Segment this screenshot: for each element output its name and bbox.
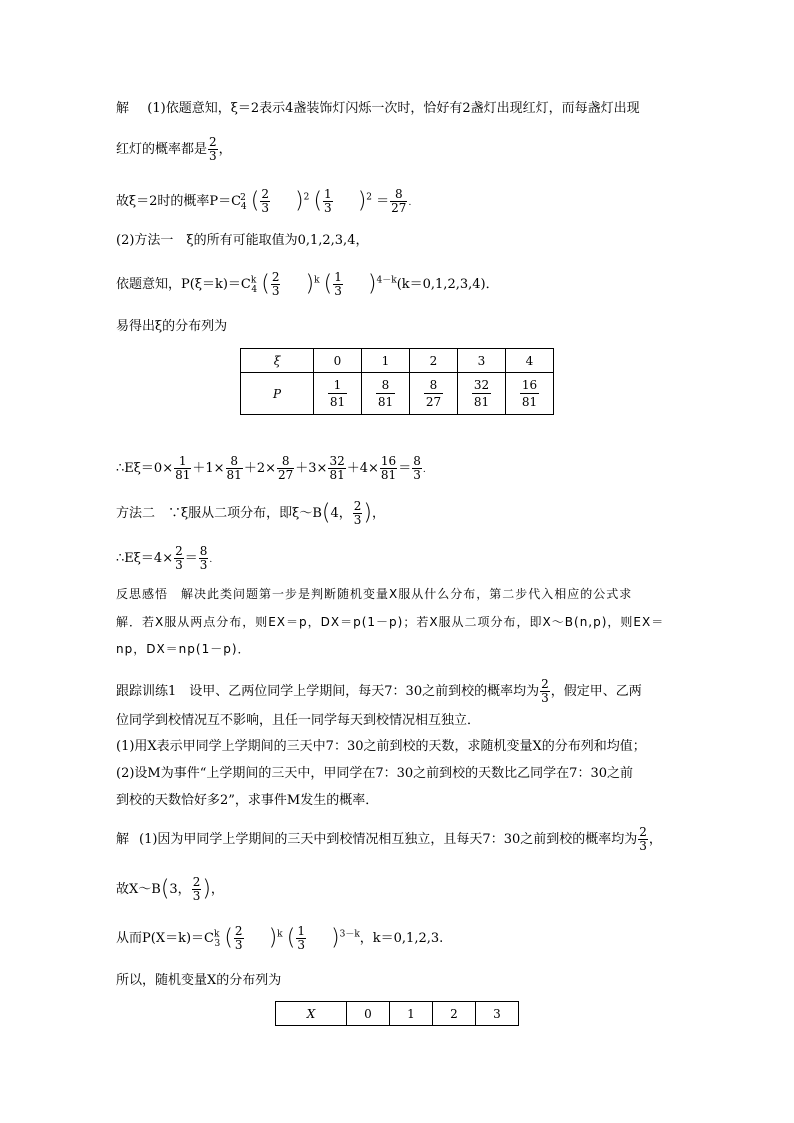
exponent: k [314,275,320,286]
table-cell: $\frac{16}{81}$ [506,373,554,415]
exercise-text: ，假定甲、乙两 [550,684,642,699]
binomial-param: 3， [169,882,191,897]
question-2-line-2: 到校的天数恰好多2”，求事件M发生的概率． [116,793,379,808]
table-header-cell: X [276,1002,347,1026]
paren-close: ) [268,925,278,951]
exponent: 2 [366,192,373,203]
reflection-note-line-2: 解．若X服从两点分布，则EX＝p，DX＝p(1－p)；若X服从二项分布，即X～B(n,p)，则EX＝ [116,615,665,629]
method-one-line [116,232,368,250]
paren-open: ( [261,271,270,297]
punct: ， [218,142,232,157]
fraction: $\frac{2}{3}$ [261,187,269,215]
fraction: $\frac{1}{3}$ [324,187,332,215]
fraction: $\frac{2}{3}$ [353,499,362,527]
combination-sup: 2 [240,192,246,203]
exercise-line-1 [116,678,642,705]
fraction: $\frac{2}{3}$ [175,544,183,572]
paren-open: ( [313,188,323,214]
term: ＋4× [346,461,379,476]
paren-close: ) [367,271,377,297]
table-header-cell: 2 [410,349,458,373]
table-header-cell: 3 [476,1002,519,1026]
distribution-intro [116,318,227,336]
combination-sup: k [250,275,257,286]
distribution-table-xi [240,348,554,415]
paren-close: ) [202,876,211,902]
reflection-note-line-1: 反思感悟 解决此类问题第一步是判断随机变量X服从什么分布，第二步代入相应的公式求 [116,587,633,601]
paren-close: ) [331,925,340,951]
formula-tail: ，k＝0,1,2,3. [359,931,444,946]
formula-text: 故ξ＝2时的概率P＝C [116,194,242,209]
combination-sup: k [213,929,220,940]
fraction: $\frac{2}{3}$ [541,677,549,705]
table-cell: $\frac{1}{81}$ [314,373,362,415]
solution2-line-2 [116,876,224,903]
table-header-cell: 2 [433,1002,476,1026]
fraction: $\frac{8}{27}$ [391,187,407,215]
paren-close: ) [305,271,315,297]
table-row [241,373,554,415]
table-header-cell: 1 [362,349,410,373]
formula-line-general [116,271,499,299]
expectation-line-2 [116,545,212,572]
formula-text: 从而P(X＝k)＝C [116,931,214,946]
term: ＋1× [192,461,225,476]
punct: . [408,198,412,208]
fraction: $\frac{8}{3}$ [199,544,208,572]
expectation-line [116,455,426,482]
table-header-cell: 0 [314,349,362,373]
solution-text: (1)因为甲同学上学期间的三天中到校情况相互独立，且每天7：30之前到校的概率均为 [139,832,638,847]
paren-open: ( [321,500,331,526]
punct: . [422,465,426,475]
reflection-note-line-3: np，DX＝np(1－p)． [116,642,251,656]
punct: ， [371,506,385,521]
table-row [276,1002,519,1026]
expectation-text: ∴Eξ＝0× [116,461,174,476]
term: ＋2× [243,461,276,476]
binomial-param: 4， [330,506,352,521]
solution-text: (1)依题意知，ξ＝2表示4盏装饰灯闪烁一次时，恰好有2盏灯出现红灯，而每盏灯出现 [147,101,640,116]
question-1: (1)用X表示甲同学上学期间的三天中7：30之前到校的天数，求随机变量X的分布列和均值； [116,739,646,754]
table-cell: $\frac{8}{27}$ [410,373,458,415]
table-cell: $\frac{32}{81}$ [458,373,506,415]
punct: ， [210,882,224,897]
expectation-text: ∴Eξ＝4× [116,551,174,566]
solution2-line-1 [116,826,662,853]
paren-close: ) [294,188,304,214]
solution2-line-4: 所以，随机变量X的分布列为 [116,973,282,988]
distribution-table-x [275,1001,519,1026]
table-header-cell: 4 [506,349,554,373]
table-header-cell: 3 [458,349,506,373]
formula-text: 依题意知，P(ξ＝k)＝C [116,277,251,292]
combination-sub: 4 [240,201,247,212]
table-header-cell: ξ [241,349,314,373]
method-two-line [116,500,385,527]
exercise-line-2: 位同学到校情况互不影响，且任一同学每天到校情况相互独立． [116,713,481,728]
paren-close: ) [363,500,372,526]
formula-tail: (k＝0,1,2,3,4)． [396,277,499,292]
table-header-cell: 1 [390,1002,433,1026]
fraction: $\frac{2}{3}$ [271,270,280,298]
punct: ， [648,832,662,847]
fraction: $\frac{1}{3}$ [334,270,342,298]
method-two-text: 方法二 ∵ξ服从二项分布，即ξ～B [116,506,322,521]
fraction: $\frac{2}{3}$ [192,875,201,903]
punct: . [209,555,213,565]
combination-sub: 3 [214,938,221,949]
equals: ＝ [376,194,390,209]
question-2-line-1: (2)设M为事件“上学期间的三天中，甲同学在7：30之前到校的天数比乙同学在7：30之前 [116,766,633,781]
fraction: $\frac{16}{81}$ [380,454,397,482]
term: ＋3× [295,461,328,476]
binomial-text: 故X～B [116,882,161,897]
probability-text: 红灯的概率都是 [116,142,208,157]
fraction: $\frac{8}{3}$ [413,454,421,482]
paren-open: ( [224,925,233,951]
fraction: $\frac{2}{3}$ [209,135,217,163]
fraction: $\frac{1}{3}$ [297,924,305,952]
solution-label: 解 [116,832,130,847]
paren-close: ) [357,188,367,214]
fraction: $\frac{8}{27}$ [278,454,294,482]
fraction: $\frac{8}{81}$ [226,454,242,482]
table-header-cell: 0 [347,1002,390,1026]
fraction: $\frac{2}{3}$ [639,825,647,853]
solution-line-1 [116,100,640,118]
formula-line-xi2 [116,188,411,216]
fraction: $\frac{32}{81}$ [329,454,345,482]
paren-open: ( [160,876,170,902]
paren-open: ( [323,271,333,297]
fraction: $\frac{1}{81}$ [175,454,191,482]
solution-line-2 [116,136,232,163]
equals: ＝ [184,551,198,566]
term: ＝ [398,461,412,476]
exponent: k [277,929,283,940]
exponent: 2 [303,192,310,203]
paren-open: ( [250,188,260,214]
exercise-text: 跟踪训练1 设甲、乙两位同学上学期间，每天7：30之前到校的概率均为 [116,684,540,699]
solution-label: 解 [116,101,130,116]
combination-sub: 4 [251,284,258,295]
table-row [241,349,554,373]
table-row-label: P [241,373,314,415]
exponent: 3－k [339,929,360,940]
solution2-line-3 [116,925,443,953]
fraction: $\frac{2}{3}$ [234,924,243,952]
distribution-intro-text: 易得出ξ的分布列为 [116,319,228,334]
exponent: 4－k [376,275,397,286]
table-cell: $\frac{8}{81}$ [362,373,410,415]
method-one-text: (2)方法一 ξ的所有可能取值为0,1,2,3,4， [116,233,369,248]
paren-open: ( [286,925,296,951]
